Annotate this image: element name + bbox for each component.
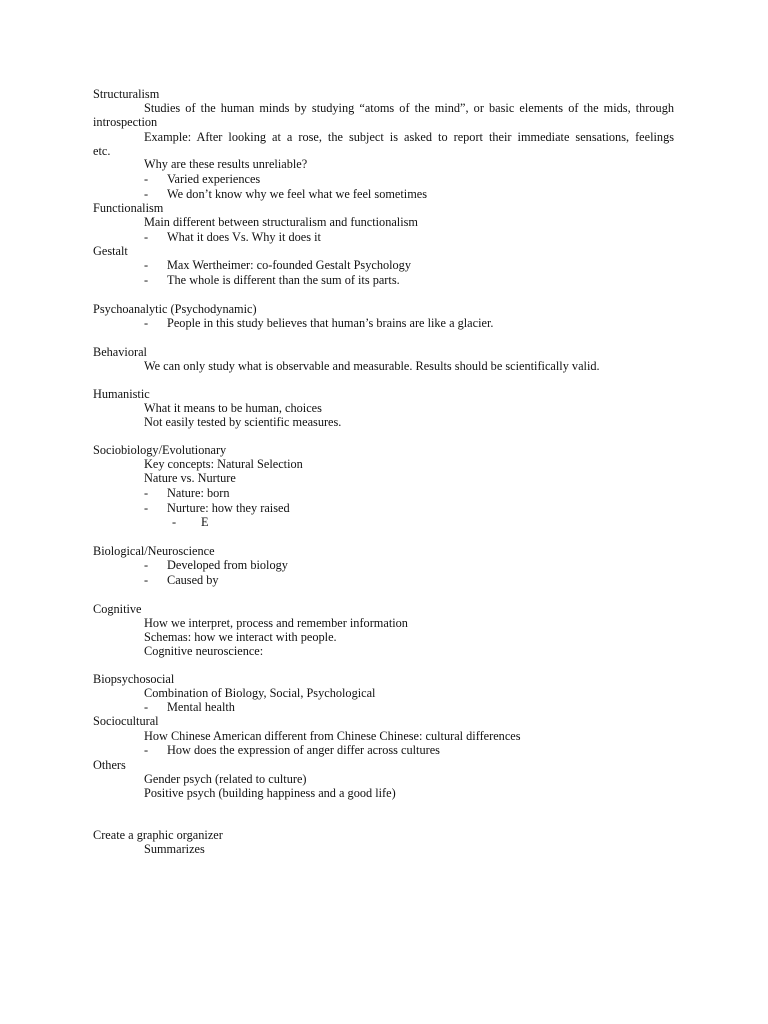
sociocultural-heading: Sociocultural [93, 714, 159, 728]
cognitive-line: Cognitive neuroscience: [144, 644, 264, 658]
cognitive-line: How we interpret, process and remember information [144, 616, 408, 630]
structuralism-example-continued: etc. [93, 144, 111, 158]
biopsychosocial-line: Combination of Biology, Social, Psychological [144, 686, 376, 700]
structuralism-example: Example: After looking at a rose, the subject is asked to report their immediate sensations, feelings [144, 130, 674, 144]
humanistic-line: What it means to be human, choices [144, 401, 322, 415]
humanistic-line: Not easily tested by scientific measures. [144, 415, 342, 429]
structuralism-heading: Structuralism [93, 87, 160, 101]
organizer-line: Summarizes [144, 842, 205, 856]
functionalism-heading: Functionalism [93, 201, 164, 215]
cognitive-line: Schemas: how we interact with people. [144, 630, 337, 644]
organizer-heading: Create a graphic organizer [93, 828, 223, 842]
others-heading: Others [93, 758, 126, 772]
biological-heading: Biological/Neuroscience [93, 544, 215, 558]
humanistic-heading: Humanistic [93, 387, 150, 401]
structuralism-question: Why are these results unreliable? [144, 157, 308, 171]
others-line: Gender psych (related to culture) [144, 772, 307, 786]
document-page: Structuralism Studies of the human minds by studying “atoms of the mind”, or basic elements of the mids, through introspection Example: After looking at a rose, the subject is asked to report their immediate sensations, feelings etc. Why are these results unreliable? - Varied experiences - We don’t know why we feel what we feel sometimes Functionalism Main different between structuralism and functionalism - What it does Vs. Why it does it Gestalt - Max Wertheimer: co-founded Gestalt Psychology - The whole is different than the sum of its parts. Psychoanalytic (Psychodynamic) - People in this study believes that human’s brains are like a glacier. Behavioral We can only study what is observable and measurable. Results should be scientifically valid. Humanistic What it means to be human, choices Not easily tested by scientific measures. Sociobiology/Evolutionary Key concepts: Natural Selection Nature vs. Nurture - Nature: born - Nurture: how they raised - E Biological/Neuroscience - Developed from biology - Caused by Cognitive How we interpret, process and remember information Schemas: how we interact with people. Cognitive neuroscience: Biopsychosocial Combination of Biology, Social, Psychological - Mental health Sociocultural How Chinese American different from Chinese Chinese: cultural differences - How does the expression of anger differ across cultures Others Gender psych (related to culture) Positive psych (building happiness and a good life) Create a graphic organizer Summarizes [93, 87, 674, 856]
cognitive-heading: Cognitive [93, 602, 142, 616]
sociocultural-line: How Chinese American different from Chinese Chinese: cultural differences [144, 729, 521, 743]
biopsychosocial-heading: Biopsychosocial [93, 672, 175, 686]
structuralism-definition: Studies of the human minds by studying “atoms of the mind”, or basic elements of the mids, through [144, 101, 674, 115]
behavioral-line: We can only study what is observable and measurable. Results should be scientifically valid. [144, 359, 600, 373]
others-line: Positive psych (building happiness and a good life) [144, 786, 396, 800]
sociobiology-heading: Sociobiology/Evolutionary [93, 443, 227, 457]
functionalism-line: Main different between structuralism and functionalism [144, 215, 418, 229]
psychoanalytic-heading: Psychoanalytic (Psychodynamic) [93, 302, 257, 316]
structuralism-definition-continued: introspection [93, 115, 158, 129]
gestalt-heading: Gestalt [93, 244, 128, 258]
sociobiology-line: Key concepts: Natural Selection [144, 457, 303, 471]
sociobiology-line: Nature vs. Nurture [144, 471, 236, 485]
behavioral-heading: Behavioral [93, 345, 147, 359]
